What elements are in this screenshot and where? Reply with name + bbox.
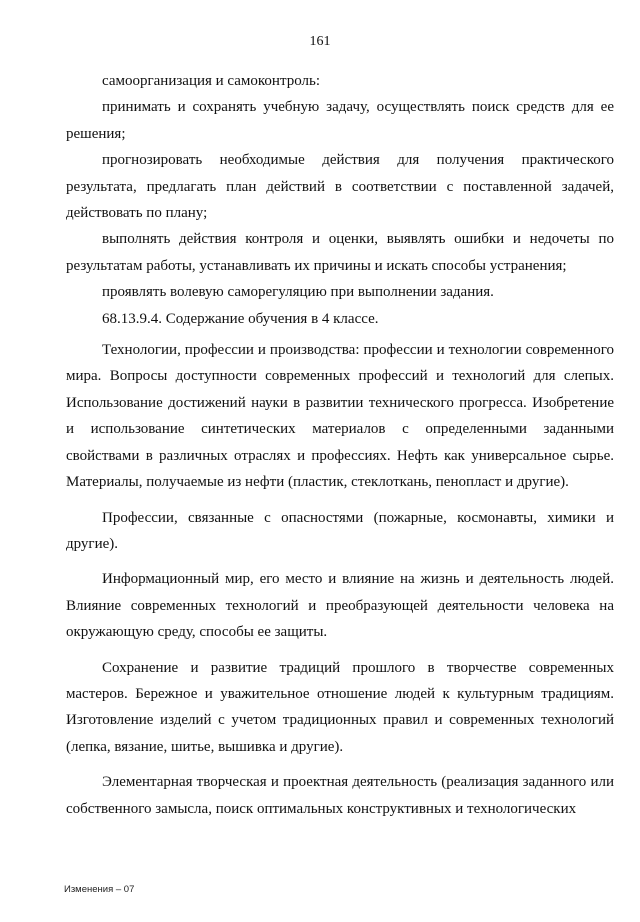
paragraph-creative-activity: Элементарная творческая и проектная деятельность (реализация заданного или собственного замысла, поиск оптимальных конструктивных и технологических [66,774,614,817]
paragraph-self-organization: самоорганизация и самоконтроль: [102,73,320,89]
paragraph-control-actions: выполнять действия контроля и оценки, выявлять ошибки и недочеты по результатам работы, устанавливать их причины и искать способы устранения; [66,231,614,274]
paragraph-traditions: Сохранение и развитие традиций прошлого в творчестве современных мастеров. Бережное и уважительное отношение людей к культурным традициям. Изготовление изделий с учетом традиционных правил и современных технологий (лепка, вязание, шитье, вышивка и другие). [66,659,614,755]
paragraph-technologies: Технологии, профессии и производства: профессии и технологии современного мира. Вопросы доступности современных профессий и технологий для слепых. Использование достижений науки в развитии технического прогресса. Изобретение и использование синтетических материалов с определенными заданными свойствами в различных отраслях и профессиях. Нефть как универсальное сырье. Материалы, получаемые из нефти (пластик, стеклоткань, пенопласт и другие). [66,342,614,491]
paragraph-professions-danger: Профессии, связанные с опасностями (пожарные, космонавты, химики и другие). [66,509,614,552]
footer-revision-note: Изменения – 07 [64,884,135,895]
page-number: 161 [309,34,331,49]
section-heading: 68.13.9.4. Содержание обучения в 4 классе. [102,310,379,327]
paragraph-information-world: Информационный мир, его место и влияние на жизнь и деятельность людей. Влияние современных технологий и преобразующей деятельности человека на окружающую среду, способы ее защиты. [66,571,614,641]
paragraph-forecast-actions: прогнозировать необходимые действия для получения практического результата, предлагать план действий в соответствии с поставленной задачей, действовать по плану; [66,152,614,222]
paragraph-self-regulation: проявлять волевую саморегуляцию при выполнении задания. [102,284,494,301]
paragraph-accept-task: принимать и сохранять учебную задачу, осуществлять поиск средств для ее решения; [66,99,614,142]
body-text [66,68,614,822]
